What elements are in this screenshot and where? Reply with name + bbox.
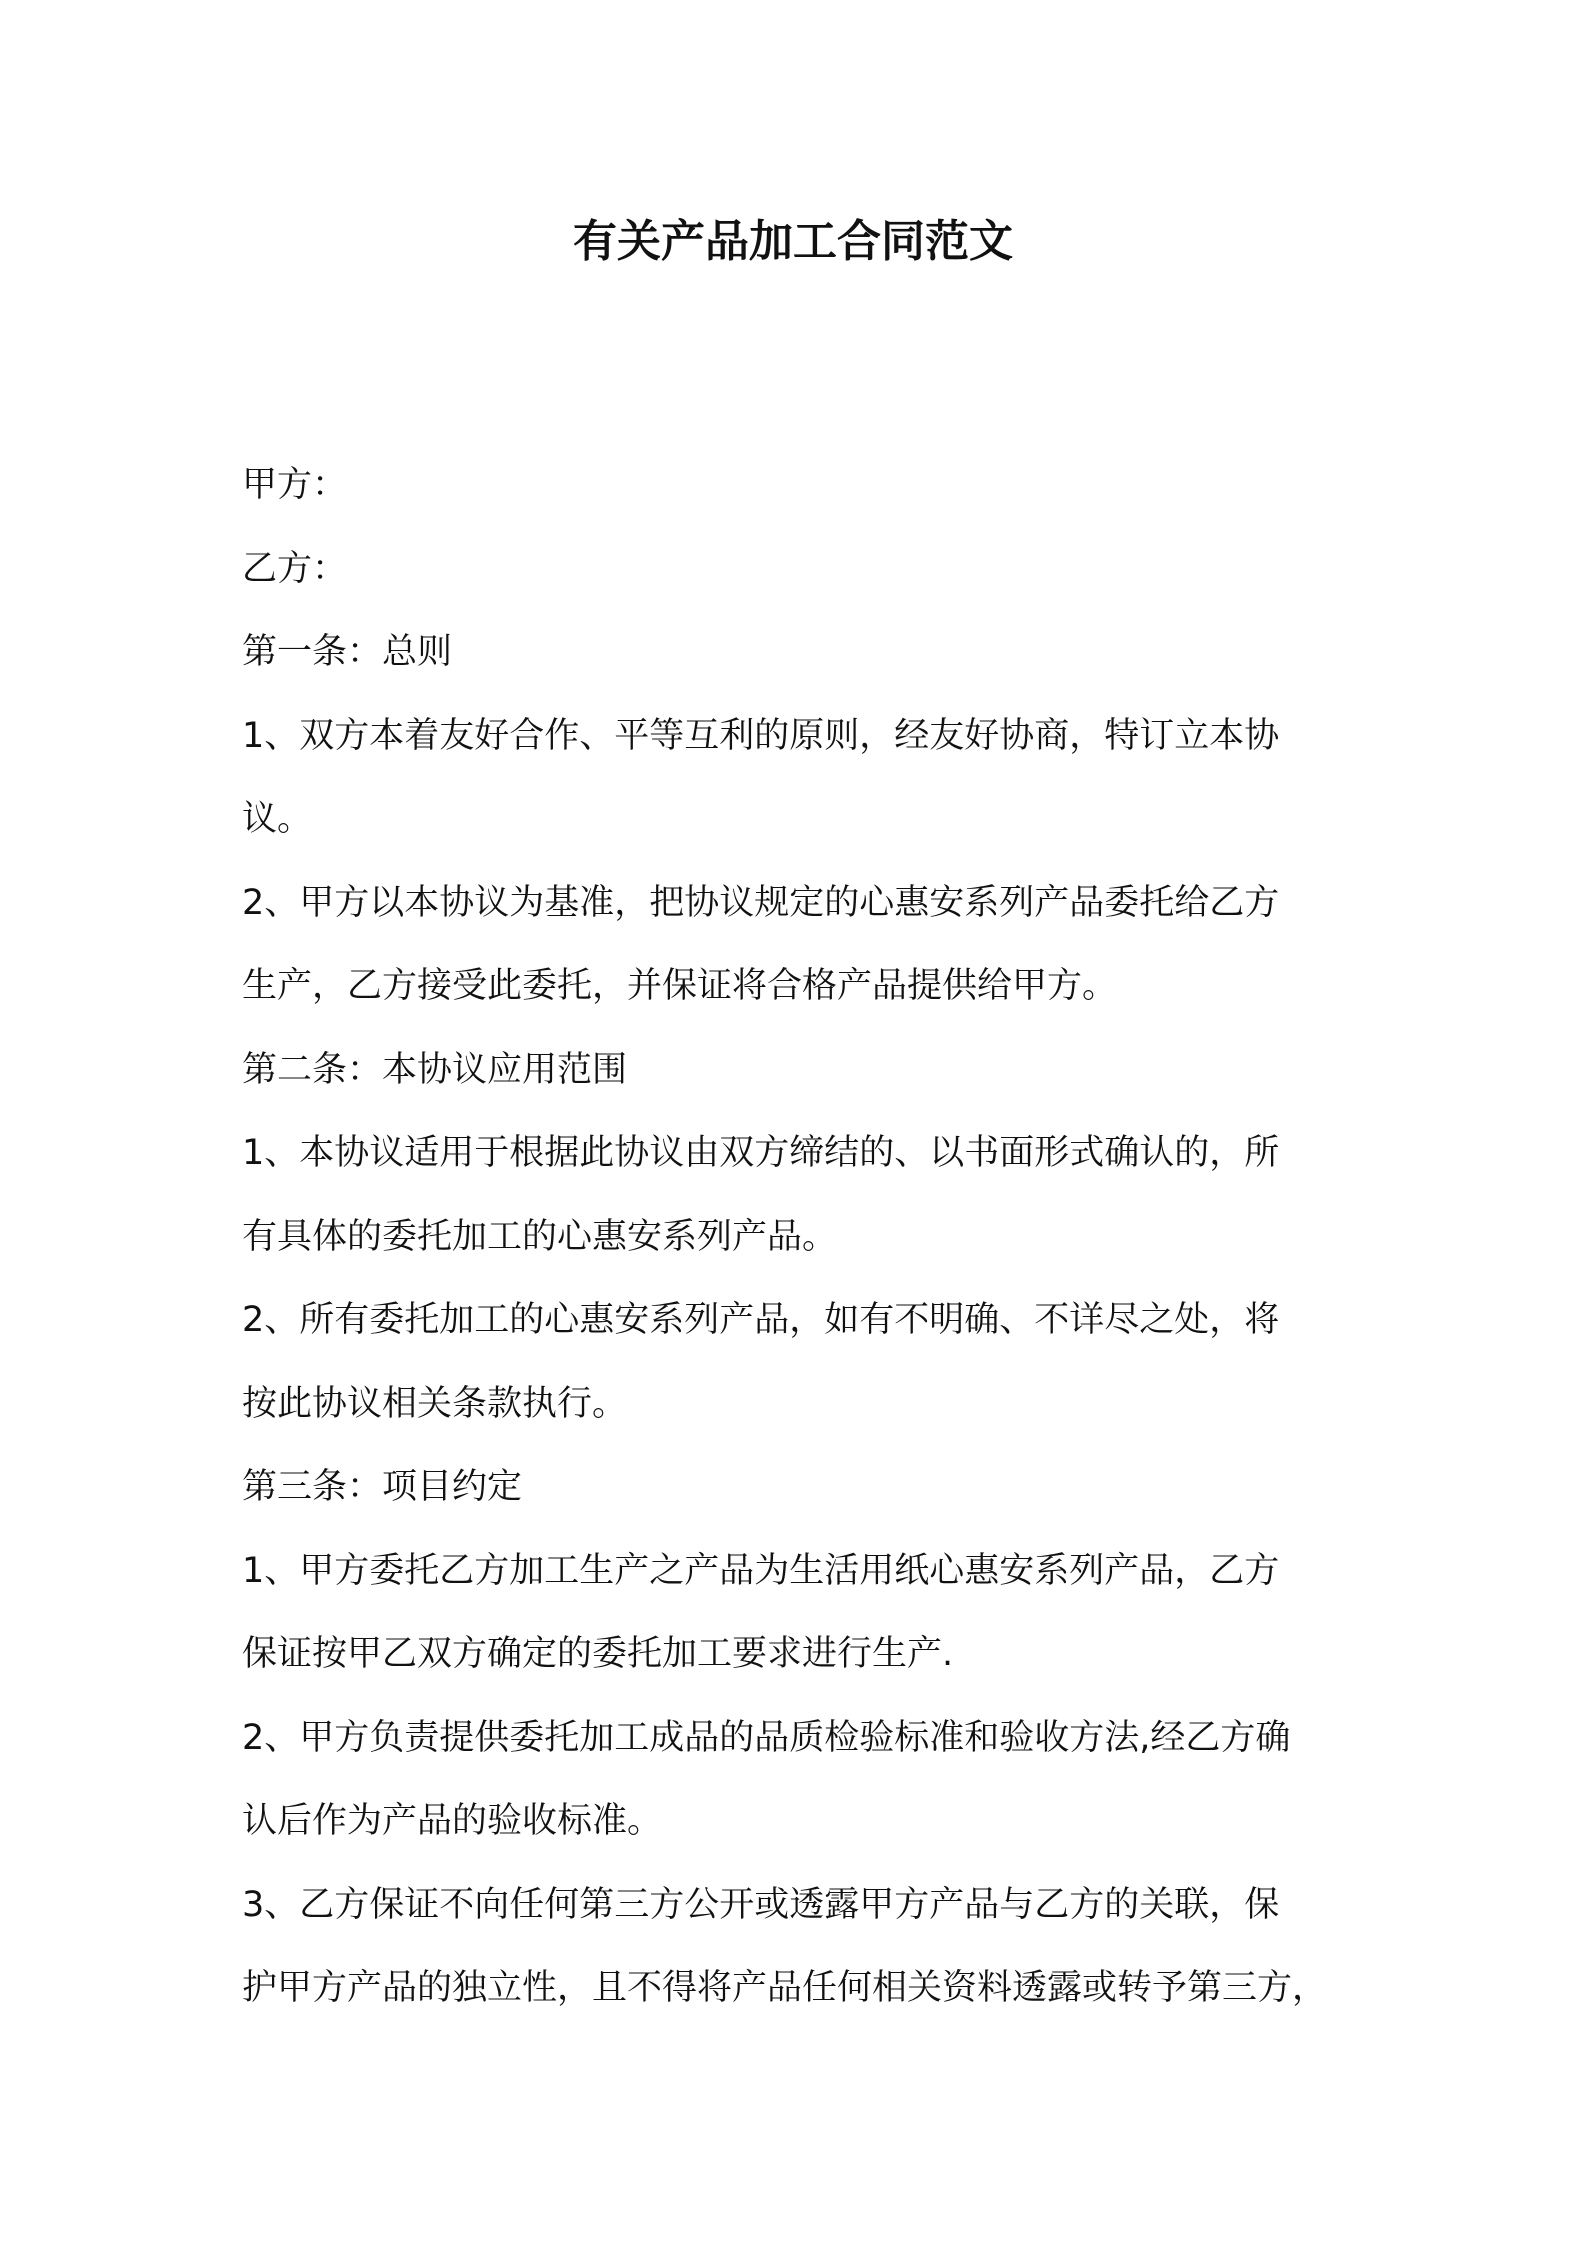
paragraph-line: 2、甲方以本协议为基准，把协议规定的心惠安系列产品委托给乙方 [242, 882, 1280, 923]
paragraph-line: 议。 [242, 799, 313, 839]
paragraph-line: 有具体的委托加工的心惠安系列产品。 [242, 1216, 838, 1257]
paragraph-line: 按此协议相关条款执行。 [242, 1383, 628, 1424]
paragraph-line: 1、甲方委托乙方加工生产之产品为生活用纸心惠安系列产品，乙方 [242, 1550, 1280, 1591]
party-b-line: 乙方： [242, 548, 348, 589]
article-3-heading: 第三条：项目约定 [242, 1467, 523, 1507]
paragraph-line: 认后作为产品的验收标准。 [242, 1801, 663, 1841]
paragraph-line: 2、甲方负责提供委托加工成品的品质检验标准和验收方法,经乙方确 [242, 1717, 1291, 1758]
document-body [242, 444, 1362, 2031]
article-1-heading: 第一条：总则 [242, 632, 453, 672]
paragraph-line: 2、所有委托加工的心惠安系列产品，如有不明确、不详尽之处，将 [242, 1300, 1280, 1340]
paragraph-line: 护甲方产品的独立性，且不得将产品任何相关资料透露或转予第三方， [242, 1968, 1328, 2008]
paragraph-line: 3、乙方保证不向任何第三方公开或透露甲方产品与乙方的关联，保 [242, 1884, 1280, 1925]
article-2-heading: 第二条：本协议应用范围 [242, 1049, 628, 1090]
paragraph-line: 1、本协议适用于根据此协议由双方缔结的、以书面形式确认的，所 [242, 1133, 1280, 1173]
paragraph-line: 1、双方本着友好合作、平等互利的原则，经友好协商，特订立本协 [242, 715, 1280, 756]
paragraph-line: 生产，乙方接受此委托，并保证将合格产品提供给甲方。 [242, 966, 1118, 1006]
document-title: 有关产品加工合同范文 [573, 216, 1013, 267]
party-a-line: 甲方： [242, 465, 348, 505]
paragraph-line: 保证按甲乙双方确定的委托加工要求进行生产. [242, 1634, 954, 1674]
